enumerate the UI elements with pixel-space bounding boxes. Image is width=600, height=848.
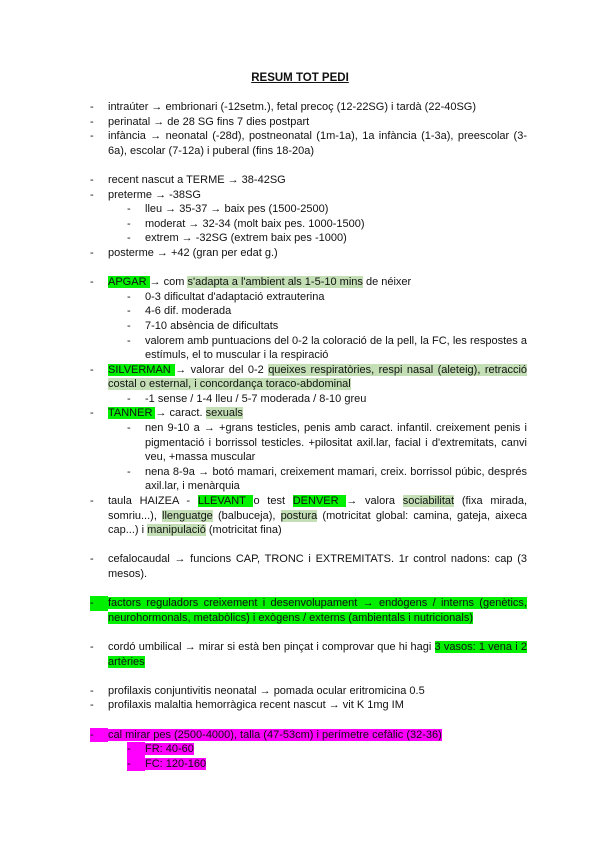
highlighted-text: FC: 120-160 xyxy=(145,757,207,770)
text: (motricitat global: camina, gateja, aixeca cap...) i xyxy=(108,509,527,537)
text: -1 sense / 1-4 lleu / 5-7 moderada / 8-10 greu xyxy=(145,392,367,405)
bullet-dash: - xyxy=(127,392,131,405)
text: posterme → +42 (gran per edat g.) xyxy=(108,246,278,259)
text: de néixer xyxy=(362,276,412,289)
highlighted-text: LLEVANT xyxy=(197,495,254,508)
text: extrem → -32SG (extrem baix pes -1000) xyxy=(145,232,347,245)
text: (motricitat fina) xyxy=(205,524,282,537)
list-item xyxy=(90,640,527,669)
text: profilaxis malaltia hemorràgica recent nascut → vit K 1mg IM xyxy=(108,699,404,712)
text: (balbuceja), xyxy=(212,509,281,522)
list-item xyxy=(90,275,527,290)
document-title: RESUM TOT PEDI xyxy=(251,72,349,84)
text: taula HAIZEA - xyxy=(108,495,198,508)
text: recent nascut a TERME → 38-42SG xyxy=(108,173,286,186)
highlighted-text: SILVERMAN xyxy=(108,363,176,376)
highlighted-text: manipulació xyxy=(147,524,206,537)
bullet-dash: - xyxy=(127,465,131,478)
highlighted-text: TANNER xyxy=(108,407,156,420)
text: → caract. xyxy=(155,407,206,420)
bullet-dash: - xyxy=(90,407,94,420)
sub-list-item xyxy=(127,465,527,494)
bullet-dash: - xyxy=(90,276,94,289)
highlighted-text: postura xyxy=(280,509,318,522)
blank-line xyxy=(90,669,527,684)
highlighted-text: queixes respiratòries, respi nasal (aleteig), retracció costal o esternal, i concordança toraco-abdominal xyxy=(108,363,528,391)
list-item xyxy=(90,698,527,713)
bullet-dash: - xyxy=(127,319,131,332)
bullet-list xyxy=(90,100,527,771)
text: cefalocaudal → funcions CAP, TRONC i EXTREMITATS. 1r control nadons: cap (3 mesos). xyxy=(108,553,527,580)
blank-line xyxy=(90,538,527,553)
bullet-dash: - xyxy=(90,173,94,186)
bullet-dash: - xyxy=(90,130,94,143)
text: perinatal → de 28 SG fins 7 dies postpart xyxy=(108,115,310,128)
highlighted-text: factors reguladors creixement i desenvolupament → endògens / interns (genètics, neurohormonals, metabòlics) i exògens / externs (ambientals i nutricionals) xyxy=(108,597,527,624)
sub-list-item xyxy=(127,319,527,334)
text: 0-3 dificultat d'adaptació extrauterina xyxy=(145,290,325,303)
text: moderat → 32-34 (molt baix pes. 1000-1500) xyxy=(145,217,365,230)
list-item xyxy=(90,596,527,625)
highlighted-text: DENVER xyxy=(292,495,347,508)
text: nen 9-10 a → +grans testicles, penis amb caract. infantil. creixement penis i pigmentació i borrissol testicles. +pilositat axil.lar, facial i d'extremitats, canvi veu, +massa muscular xyxy=(145,422,527,464)
bullet-dash: - xyxy=(127,203,131,216)
bullet-dash: - xyxy=(127,305,131,318)
list-item xyxy=(90,188,527,203)
text: cordó umbilical → mirar si està ben pinçat i comprovar que hi hagi xyxy=(108,640,435,653)
text: nena 8-9a → botó mamari, creixement mamari, creix. borrissol púbic, després axil.lar, i menàrquia xyxy=(145,465,527,493)
bullet-dash: - xyxy=(127,290,131,303)
bullet-dash: - xyxy=(90,728,108,743)
bullet-dash: - xyxy=(90,684,94,697)
list-item xyxy=(90,684,527,699)
list-item xyxy=(90,552,527,581)
sub-list-item xyxy=(127,757,527,772)
text: 7-10 absència de dificultats xyxy=(145,319,279,332)
text: → valorar del 0-2 xyxy=(175,363,269,376)
text: valorem amb puntuacions del 0-2 la coloració de la pell, la FC, les respostes a estímuls, el to muscular i la respiració xyxy=(145,334,527,362)
bullet-dash: - xyxy=(90,495,94,508)
highlighted-text: llenguatge xyxy=(162,509,213,522)
list-item xyxy=(90,115,527,130)
sub-list-item xyxy=(127,334,527,363)
blank-line xyxy=(90,713,527,728)
bullet-dash: - xyxy=(90,246,94,259)
bullet-dash: - xyxy=(90,363,94,376)
list-item xyxy=(90,728,527,743)
sub-list-item xyxy=(127,742,527,757)
sub-list-item xyxy=(127,202,527,217)
list-item xyxy=(90,173,527,188)
sub-list-item xyxy=(127,392,527,407)
highlighted-text: sexuals xyxy=(205,407,243,420)
text: intraúter → embrionari (-12setm.), fetal precoç (12-22SG) i tardà (22-40SG) xyxy=(108,101,477,113)
sub-list-item xyxy=(127,231,527,246)
bullet-dash: - xyxy=(90,101,94,113)
list-item xyxy=(90,246,527,261)
blank-line xyxy=(90,582,527,597)
bullet-dash: - xyxy=(90,699,94,712)
bullet-dash: - xyxy=(127,217,131,230)
text: (fixa mirada, somriu...), xyxy=(108,495,528,522)
bullet-dash: - xyxy=(90,640,94,653)
text: o test xyxy=(253,495,293,508)
sub-list-item xyxy=(127,421,527,465)
blank-line xyxy=(90,158,527,173)
list-item xyxy=(90,129,527,158)
sub-list-item xyxy=(127,304,527,319)
text: 4-6 dif. moderada xyxy=(145,305,232,318)
highlighted-text: 3 vasos: 1 vena i 2 artèries xyxy=(108,640,527,668)
list-item xyxy=(90,406,527,421)
bullet-dash: - xyxy=(127,334,131,347)
highlighted-text: sociabilitat xyxy=(402,495,455,508)
highlighted-text: FR: 40-60 xyxy=(145,743,194,756)
sub-list-item xyxy=(127,290,527,305)
list-item xyxy=(90,363,527,392)
bullet-dash: - xyxy=(127,232,131,245)
highlighted-text: cal mirar pes (2500-4000), talla (47-53cm) i perímetre cefàlic (32-36) xyxy=(108,728,442,741)
highlighted-text: s'adapta a l'ambient als 1-5-10 mins xyxy=(187,276,363,289)
bullet-dash: - xyxy=(90,115,94,128)
list-item xyxy=(90,494,527,538)
bullet-dash: - xyxy=(127,757,145,772)
text: lleu → 35-37 → baix pes (1500-2500) xyxy=(145,203,329,216)
sub-list-item xyxy=(127,217,527,232)
blank-line xyxy=(90,625,527,640)
bullet-dash: - xyxy=(90,553,94,566)
highlighted-text: APGAR xyxy=(108,276,150,289)
bullet-dash: - xyxy=(90,188,94,201)
text: infància → neonatal (-28d), postneonatal (1m-1a), 1a infància (1-3a), preescolar (3-6a), escolar (7-12a) i puberal (fins 18-20a) xyxy=(108,130,527,157)
text: preterme → -38SG xyxy=(108,188,201,201)
text: → com xyxy=(149,276,188,289)
list-item xyxy=(90,100,527,115)
bullet-dash: - xyxy=(127,422,131,435)
blank-line xyxy=(90,261,527,276)
text: → valora xyxy=(346,495,403,508)
bullet-dash: - xyxy=(127,742,145,757)
text: profilaxis conjuntivitis neonatal → pomada ocular eritromicina 0.5 xyxy=(108,684,425,697)
bullet-dash: - xyxy=(90,596,108,611)
